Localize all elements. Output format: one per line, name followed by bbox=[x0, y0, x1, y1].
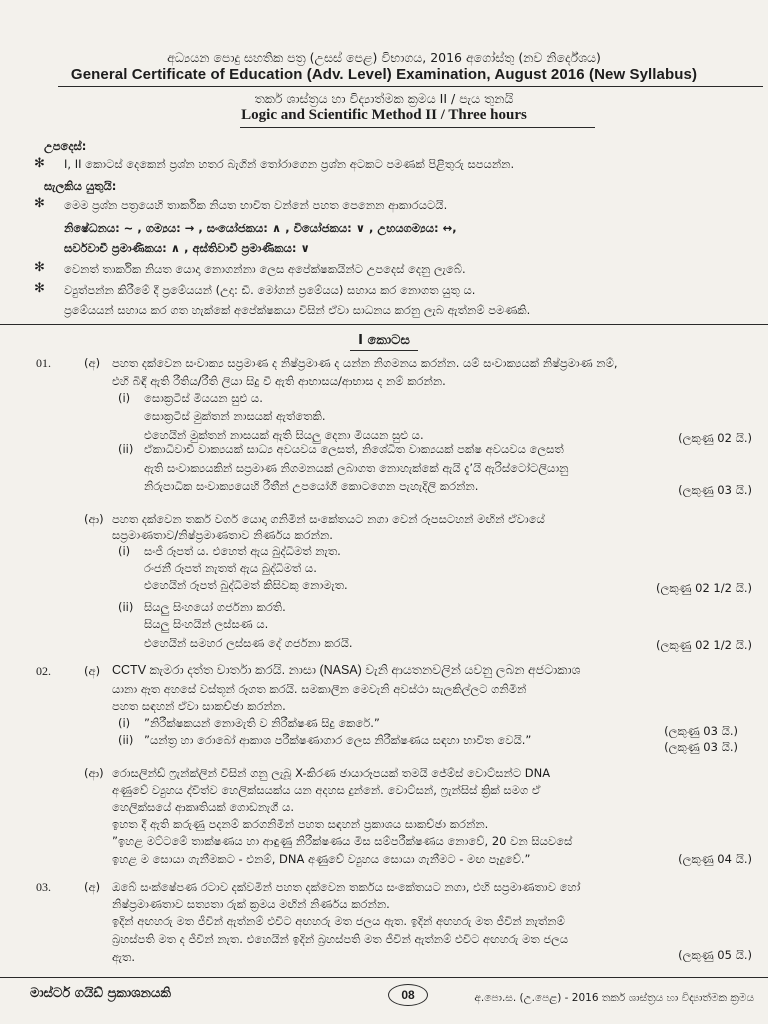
marks-label: (ලකුණු 02 1/2 යි.) bbox=[655, 581, 752, 595]
marks-label: (ලකුණු 05 යි.) bbox=[678, 948, 752, 962]
question-text: අණුවේ ව්‍යුහය ද්විත්ව හෙලික්සයක්ය යන අදහස දුන්නේ. වොට්සන්, ෆ්‍රැන්සිස් ක්‍රික් සමග ඒ bbox=[112, 783, 541, 797]
question-number: 02. bbox=[36, 664, 51, 678]
question-text: එහි බිඳී ඇති රීතිය/රීති ලියා සිදු වී ඇති ආභාසය/ආභාස ද නම් කරන්න. bbox=[112, 374, 446, 388]
marks-label: (ලකුණු 02 යි.) bbox=[678, 431, 752, 445]
question-text: යානා ඈත අහසේ වස්තූන් රූගත කරයි. සමකාලීන මෙවැනි අවස්ථා සැලකිල්ලට ගනිමින් bbox=[112, 682, 527, 696]
premise-text: සොක්‍රටීස් මුක්තන් නාසයක් ඇත්තෙකි. bbox=[144, 409, 326, 423]
logical-symbols-line-1: නිෂේධනය: ~ , ගම්‍යය: → , සංයෝජකය: ∧ , වියෝජකය: ∨ , උභයගම්‍යය: ↔, bbox=[64, 221, 457, 235]
sub-question-label: (අ) bbox=[84, 356, 101, 370]
item-label: (ii) bbox=[118, 600, 134, 614]
item-label: (i) bbox=[118, 716, 131, 730]
conclusion-text: එහෙයින් රූපත් බුද්ධිමත් කිසිවකු නොමැත. bbox=[144, 578, 348, 592]
question-number: 01. bbox=[36, 356, 51, 370]
quote-text: ඉහළ ම සොයා ගැනීමකට - එනම්, DNA අණුවේ ව්‍යුහය සොයා ගැනීමට - මඟ පෑදුවේ.” bbox=[112, 852, 531, 866]
header-subject-sinhala: තර්ක ශාස්ත්‍රය හා විද්‍යාත්මක ක්‍රමය II / පැය තුනයි bbox=[254, 91, 514, 106]
question-text: ඇති සංවාක්‍යයකින් සප්‍රමාණ නිගමනයක් ලබාගත නොහැක්කේ ඇයි දැ’යි ඇරිස්ටෝටලියානු bbox=[144, 461, 569, 475]
asterisk-icon: ✻ bbox=[34, 196, 45, 211]
sub-question-label: (අ) bbox=[84, 880, 101, 894]
question-text: පහත දක්වෙන සංවාක්‍ය සප්‍රමාණ ද නිෂ්ප්‍රමාණ ද යන්න නිගමනය කරන්න. යම් සංවාක්‍යයක් නිෂ්ප්‍රමාණ නම්, bbox=[112, 356, 618, 370]
header-rule-1 bbox=[58, 86, 763, 87]
conclusion-text: එහෙයින් මුක්තන් නාසයක් ඇති සියලු දෙනා මියයන සුළු ය. bbox=[144, 428, 424, 442]
marks-label: (ලකුණු 03 යි.) bbox=[664, 724, 738, 738]
footer-rule bbox=[0, 977, 768, 978]
question-text: ඒකාධිවාචී වාක්‍යයක් සාධ්‍ය අවයවය ලෙසත්, නිශේධිත වාක්‍යයක් පක්ෂ අවයවය ලෙසත් bbox=[144, 442, 564, 456]
question-number: 03. bbox=[36, 880, 51, 894]
premise-text: සියලු සිංහයින් ලස්සණ ය. bbox=[144, 617, 269, 631]
conclusion-text: එහෙයින් සමහර ලස්සණ දේ ගර්ජනා කරයි. bbox=[144, 636, 353, 650]
header-rule-2 bbox=[240, 127, 595, 128]
section-title-underline bbox=[350, 350, 418, 351]
instruction-text-3: වෙනත් තාර්කික නියත යොදා නොගන්නා ලෙස අපේක්ෂකයින්ට උපදෙස් දෙනු ලැබේ. bbox=[64, 262, 466, 276]
header-sinhala-title: අධ්‍යයන පොදු සහතික පත්‍ර (උසස් පෙළ) විභාගය, 2016 අගෝස්තු (නව නිර්දේශය) bbox=[167, 50, 601, 65]
premise-text: සොක්‍රටීස් මියයන සුළු ය. bbox=[144, 391, 263, 405]
sub-question-label: (ආ) bbox=[84, 512, 104, 526]
question-text: නිරුපාධික සංවාක්‍යයෙහි රීතීන් උපයෝගී කොටගෙන පැහැදිලි කරන්න. bbox=[144, 479, 479, 493]
question-text: CCTV කැමරා දත්ත වාර්තා කරයි. නාසා (NASA) වැනි ආයතනවලින් යවනු ලබන අජටාකාශ bbox=[112, 663, 581, 677]
sub-question-label: (අ) bbox=[84, 664, 101, 678]
premise-text: රංජනී රූපත් නැතත් ඇය බුද්ධිමත් ය. bbox=[144, 561, 317, 575]
header-english-title: General Certificate of Education (Adv. Level) Examination, August 2016 (New Syllabus) bbox=[70, 66, 698, 83]
publisher-name: මාස්ටර් ගයිඩ් ප්‍රකාශනයකි bbox=[30, 986, 171, 1001]
question-text: පහත සඳහන් ඒවා සාකච්ඡා කරන්න. bbox=[112, 699, 286, 713]
item-label: (i) bbox=[118, 391, 131, 405]
item-label: (i) bbox=[118, 544, 131, 558]
asterisk-icon: ✻ bbox=[34, 281, 45, 296]
note-heading: සැලකිය යුතුයි: bbox=[44, 179, 117, 193]
section-divider bbox=[0, 324, 768, 325]
argument-text: ඉදින් අඟහරු මත ජීවින් ඇත්නම් එවිට අඟහරු මත ජලය ඇත. ඉදින් අඟහරු මත ජීවින් නැත්නම් bbox=[112, 914, 565, 928]
quote-text: ”යන්ත්‍ර හා රොබෝ ආකාශ පරීක්ෂණාගාර ලෙස නිරීක්ෂණය සඳහා භාවිත වෙයි.” bbox=[144, 733, 532, 747]
section-title: I කොටස bbox=[358, 333, 410, 348]
instruction-text-4: ව්‍යුත්පන්න කිරීමේ දී ප්‍රමේයයන් (උදා: ඩී. මෝගන් ප්‍රමේයය) සහාය කර නොගත යුතු ය. bbox=[64, 283, 476, 297]
marks-label: (ලකුණු 02 1/2 යි.) bbox=[655, 638, 752, 652]
argument-text: ඇත. bbox=[112, 950, 135, 964]
logical-symbols-line-2: සර්වවාචී ප්‍රමාණිකය: ∧ , අස්තිවාචී ප්‍රමාණිකය: ∨ bbox=[64, 241, 310, 255]
question-text: රොසලින්ඩ් ෆ්‍රැන්ක්ලින් විසින් ගනු ලැබූ X-කිරණ ඡායාරූපයක් තමයි ජේම්ස් වොට්සන්ට DNA bbox=[112, 766, 551, 780]
question-text: සප්‍රමාණතාව/නිෂ්ප්‍රමාණතාව නිර්ණය කරන්න. bbox=[112, 528, 333, 542]
marks-label: (ලකුණු 03 යි.) bbox=[678, 483, 752, 497]
question-text: ඔබේ සංක්ෂේපණ රටාව දක්වමින් පහත දක්වෙන තර්කය සංකේතයට නගා, එහි සප්‍රමාණතාව හෝ bbox=[112, 880, 581, 894]
premise-text: සියලු සිංහයෝ ගර්ජනා කරති. bbox=[144, 600, 286, 614]
question-text: හෙලික්සයේ ආකෘතියක් ගොඩනැගී ය. bbox=[112, 800, 295, 814]
instruction-text-2: මෙම ප්‍රශ්න පත්‍රයෙහි තාර්කික නියත භාවිත වන්නේ පහත පෙනෙන ආකාරයටයි. bbox=[64, 198, 448, 212]
marks-label: (ලකුණු 03 යි.) bbox=[664, 740, 738, 754]
question-text: නිෂ්ප්‍රමාණතාව සත්‍යතා රුක් ක්‍රමය මඟින් නිර්ණය කරන්න. bbox=[112, 897, 390, 911]
question-text: පහත දක්වෙන තර්ක වර්ග යොදා ගනිමින් සංකේතයට නගා වෙන් රූපසටහන් මඟින් ඒවායේ bbox=[112, 512, 545, 526]
quote-text: ”නිරීක්ෂකයන් නොමැති ව නිරීක්ෂණ සිදු කෙරේ.” bbox=[144, 716, 380, 730]
question-text: ඉහත දී ඇති කරුණු පදනම් කරගනිමින් පහත සඳහන් ප්‍රකාශය සාකච්ඡා කරන්න. bbox=[112, 817, 489, 831]
item-label: (ii) bbox=[118, 442, 134, 456]
header-subject-english: Logic and Scientific Method II / Three hours bbox=[241, 107, 527, 123]
quote-text: ”ඉහළ මට්ටමේ තාක්ෂණය හා ආඳුණු නිරීක්ෂණය මිස සම්පරීක්ෂණය නොවේ, 20 වන සියවසේ bbox=[112, 834, 573, 848]
sub-question-label: (ආ) bbox=[84, 766, 104, 780]
instructions-heading: උපදෙස්: bbox=[44, 139, 87, 153]
instruction-text-5: ප්‍රමේයයන් සහාය කර ගත හැක්කේ අපේක්ෂකයා විසින් ඒවා සාධනය කරනු ලැබ ඇත්නම් පමණකි. bbox=[64, 303, 531, 317]
item-label: (ii) bbox=[118, 733, 134, 747]
marks-label: (ලකුණු 04 යි.) bbox=[678, 852, 752, 866]
premise-text: සංජී රූපත් ය. එහෙත් ඇය බුද්ධිමත් නැත. bbox=[144, 544, 341, 558]
instruction-text-1: I, II කොටස් දෙකෙන් ප්‍රශ්න හතර බැගින් තෝරාගෙන ප්‍රශ්න අටකට පමණක් පිළිතුරු සපයන්න. bbox=[64, 157, 515, 171]
argument-text: බ්‍රහස්පති මත ද ජීවින් නැත. එහෙයින් ඉදින් බ්‍රහස්පති මත ජීවින් ඇත්නම් එවිට අඟහරු මත ජලය bbox=[112, 932, 569, 946]
page-number: 08 bbox=[388, 984, 428, 1006]
footer-exam-title: අ.පො.ස. (උ.පෙළ) - 2016 තර්ක ශාස්ත්‍රය හා විද්‍යාත්මක ක්‍රමය bbox=[474, 992, 754, 1004]
asterisk-icon: ✻ bbox=[34, 260, 45, 275]
asterisk-icon: ✻ bbox=[34, 156, 45, 171]
